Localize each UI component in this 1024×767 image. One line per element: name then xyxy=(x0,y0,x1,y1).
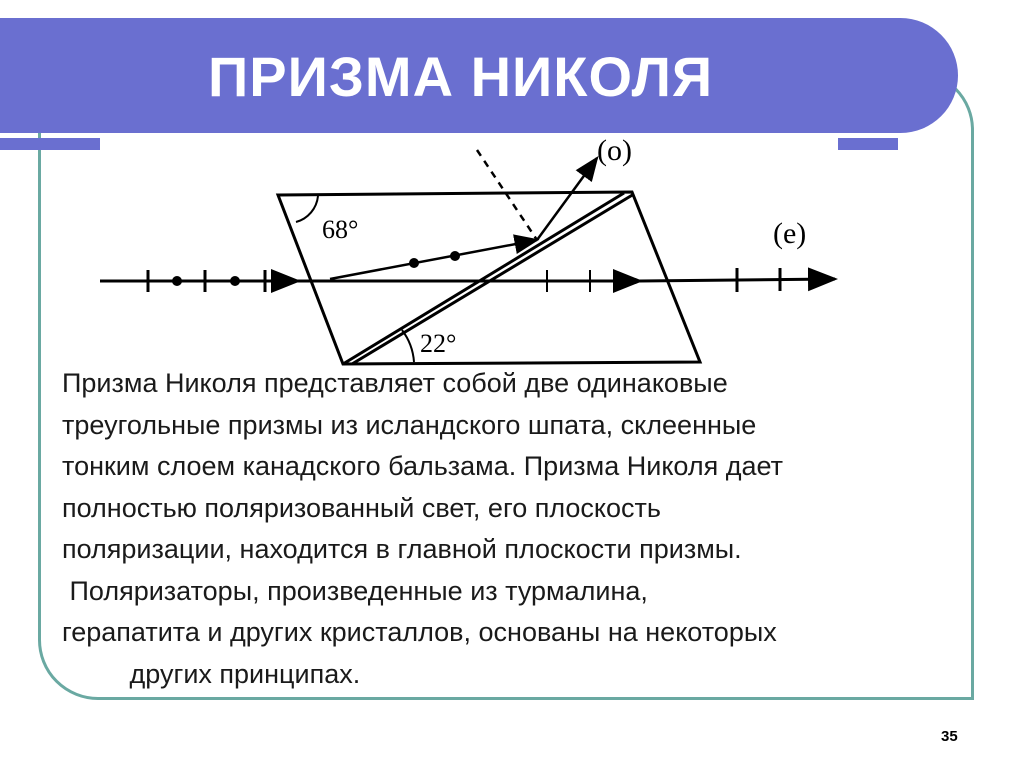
extraordinary-ray-label: (e) xyxy=(773,217,807,250)
description-line: полностью поляризованный свет, его плоскость xyxy=(62,492,661,523)
angle-label-top: 68° xyxy=(322,215,359,244)
angle-arc-bottom xyxy=(402,330,414,362)
angle-label-bottom: 22° xyxy=(420,329,457,358)
description-line: поляризации, находится в главной плоскости призмы. xyxy=(62,534,742,564)
page-number: 35 xyxy=(941,728,958,745)
description-text xyxy=(62,363,982,695)
description-line: Поляризаторы, произведенные из турмалина, xyxy=(62,575,648,606)
polarization-dot xyxy=(230,276,240,286)
angle-arc-top xyxy=(296,196,318,222)
balsam-layer-line-1 xyxy=(343,193,624,364)
polarization-dot xyxy=(450,251,460,261)
description-line: герапатита и других кристаллов, основаны на некоторых xyxy=(62,617,777,647)
normal-dashed-line xyxy=(477,150,537,240)
description-line: тонким слоем канадского бальзама. Призма Николя дает xyxy=(62,451,783,481)
polarization-dot xyxy=(172,276,182,286)
polarization-dot xyxy=(409,258,419,268)
ordinary-ray-inside xyxy=(330,240,537,279)
description-line: Призма Николя представляет собой две одинаковые xyxy=(62,368,728,398)
ordinary-ray-label: (o) xyxy=(597,134,632,167)
balsam-layer-line-2 xyxy=(352,194,634,364)
description-line: других принципах. xyxy=(62,658,361,689)
description-line: треугольные призмы из исландского шпата, склеенные xyxy=(62,409,757,440)
slide-title: ПРИЗМА НИКОЛЯ xyxy=(208,45,714,108)
